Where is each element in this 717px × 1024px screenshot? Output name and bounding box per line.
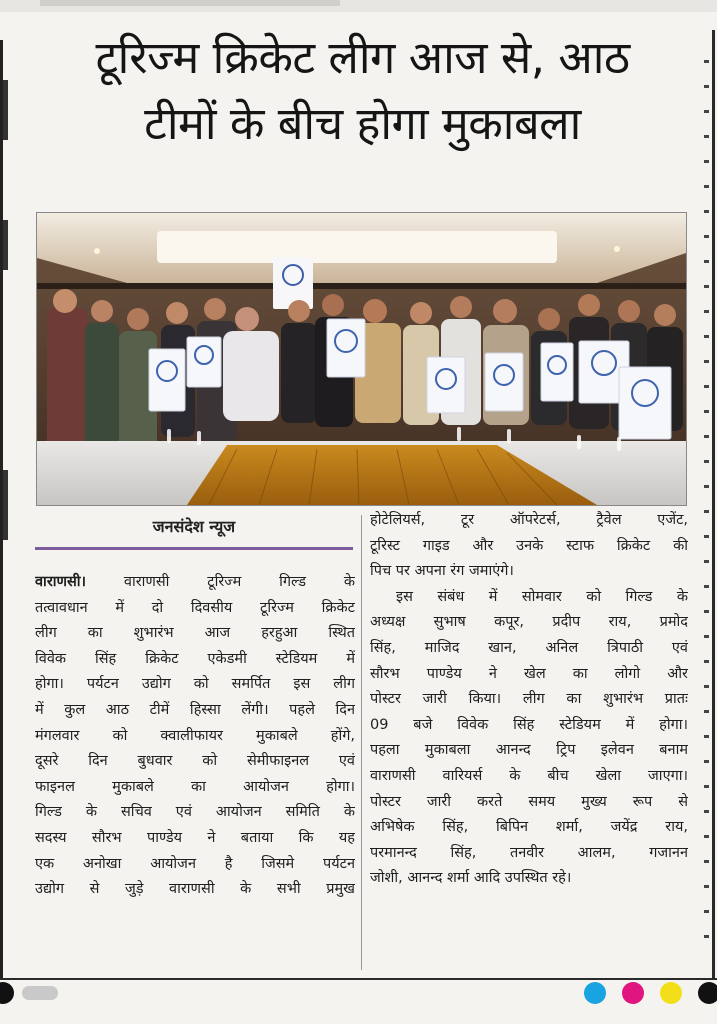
neighbor-text-fragment — [704, 660, 709, 663]
neighbor-text-fragment — [704, 610, 709, 613]
neighbor-text-fragment — [704, 635, 709, 638]
neighbor-text-fragment — [704, 410, 709, 413]
article-column-left — [35, 570, 355, 903]
neighbor-text-fragment — [704, 760, 709, 763]
article-column-right — [370, 508, 688, 892]
text-line: 09 बजे विवेक सिंह स्टेडियम में होगा। — [370, 716, 688, 733]
neighbor-text-fragment — [704, 385, 709, 388]
neighbor-text-fragment — [704, 935, 709, 938]
text-line: अध्यक्ष सुभाष कपूर, प्रदीप राय, प्रमोद — [370, 614, 688, 631]
text-line: विवेक सिंह क्रिकेट एकेडमी स्टेडियम में — [35, 650, 355, 667]
neighbor-text-fragment — [704, 910, 709, 913]
text-line: फाइनल मुकाबले का आयोजन होगा। — [35, 778, 355, 795]
neighbor-text-fragment — [704, 810, 709, 813]
text-line: जोशी, आनन्द शर्मा आदि उपस्थित रहे। — [370, 870, 572, 887]
text-line: होटेलियर्स, टूर ऑपरेटर्स, ट्रैवेल एजेंट, — [370, 512, 688, 528]
neighbor-text-fragment — [704, 885, 709, 888]
neighbor-text-fragment — [704, 60, 709, 63]
headline-line: टूरिज्म क्रिकेट लीग आज से, आठ — [95, 31, 630, 84]
text-line: पोस्टर जारी किया। लीग का शुभारंभ प्रातः — [370, 691, 688, 708]
text-line: पिच पर अपना रंग जमाएंगे। — [370, 563, 514, 580]
text-line: परमानन्द सिंह, तनवीर आलम, गजानन — [370, 844, 688, 861]
headline — [30, 25, 695, 157]
neighbor-text-fragment — [704, 160, 709, 163]
registration-dot-yellow — [660, 982, 682, 1004]
text-line: सौरभ पाण्डेय ने खेल का लोगो और — [370, 665, 688, 682]
neighbor-text-fragment — [704, 785, 709, 788]
neighbor-text-fragment — [704, 535, 709, 538]
byline: जनसंदेश न्यूज — [152, 517, 236, 536]
text-line: अभिषेक सिंह, बिपिन शर्मा, जयेंद्र राय, — [370, 819, 688, 836]
text-line: मंगलवार को क्वालीफायर मुकाबले होंगे, — [35, 727, 355, 744]
neighbor-text-fragment — [704, 135, 709, 138]
text-line: गिल्ड के सचिव एवं आयोजन समिति के — [35, 804, 355, 821]
text-line: एक अनोखा आयोजन है जिसमे पर्यटन — [35, 855, 355, 872]
text-line: सिंह, माजिद खान, अनिल त्रिपाठी एवं — [370, 639, 688, 656]
text-line: वाराणसी वारियर्स के बीच खेला जाएगा। — [370, 767, 688, 784]
headline-line: टीमों के बीच होगा मुकाबला — [144, 97, 581, 150]
neighbor-text-fragment — [704, 310, 709, 313]
text-line: उद्योग से जुड़े वाराणसी के सभी प्रमुख — [35, 881, 355, 898]
text-line: इस संबंध में सोमवार को गिल्ड के — [396, 588, 688, 605]
text-line: पहला मुकाबला आनन्द ट्रिप इलेवन बनाम — [370, 742, 688, 759]
neighbor-text-fragment — [704, 210, 709, 213]
neighbor-text-fragment — [704, 585, 709, 588]
text-line: दूसरे दिन बुधवार को सेमीफाइनल एवं — [35, 753, 355, 770]
neighbor-text-fragment — [704, 335, 709, 338]
neighbor-text-fragment — [704, 510, 709, 513]
neighbor-column-right-edge — [700, 30, 717, 980]
registration-dot-magenta — [622, 982, 644, 1004]
column-divider — [361, 515, 362, 970]
neighbor-text-fragment — [704, 735, 709, 738]
text-line: सदस्य सौरभ पाण्डेय ने बताया कि यह — [35, 829, 355, 846]
registration-dot-black-left — [0, 982, 14, 1004]
neighbor-text-fragment — [704, 460, 709, 463]
registration-dot-cyan — [584, 982, 606, 1004]
text-line: लीग का शुभारंभ आज हरहुआ स्थित — [35, 625, 355, 642]
neighbor-text-fragment — [704, 235, 709, 238]
neighbor-text-fragment — [704, 560, 709, 563]
neighbor-text-fragment — [704, 110, 709, 113]
byline-rule — [35, 547, 353, 550]
text-line: टूरिस्ट गाइड और उनके स्टाफ क्रिकेट की — [370, 537, 688, 554]
neighbor-text-fragment — [704, 85, 709, 88]
neighbor-text-fragment — [704, 710, 709, 713]
text-line: में कुल आठ टीमें हिस्सा लेंगी। पहले दिन — [35, 701, 355, 718]
neighbor-text-fragment — [704, 285, 709, 288]
text-line: वाराणसी। वाराणसी टूरिज्म गिल्ड के — [35, 574, 355, 590]
neighbor-text-fragment — [704, 835, 709, 838]
neighbor-text-fragment — [704, 685, 709, 688]
neighbor-column-left-edge — [0, 40, 12, 980]
text-line: पोस्टर जारी करते समय मुख्य रूप से — [370, 793, 688, 810]
page-bottom-rule — [0, 978, 717, 980]
text-line: तत्वावधान में दो दिवसीय टूरिज्म क्रिकेट — [35, 599, 355, 616]
neighbor-text-fragment — [704, 860, 709, 863]
neighbor-text-fragment — [704, 360, 709, 363]
neighbor-text-fragment — [704, 485, 709, 488]
neighbor-text-fragment — [704, 185, 709, 188]
registration-pill — [22, 986, 58, 1000]
text-line: होगा। पर्यटन उद्योग को समर्पित इस लीग — [35, 676, 355, 693]
page-top-strip — [0, 0, 717, 12]
dateline: वाराणसी। — [35, 574, 87, 590]
registration-dot-black — [698, 982, 717, 1004]
neighbor-text-fragment — [704, 260, 709, 263]
event-photo — [36, 212, 687, 506]
neighbor-text-fragment — [704, 435, 709, 438]
